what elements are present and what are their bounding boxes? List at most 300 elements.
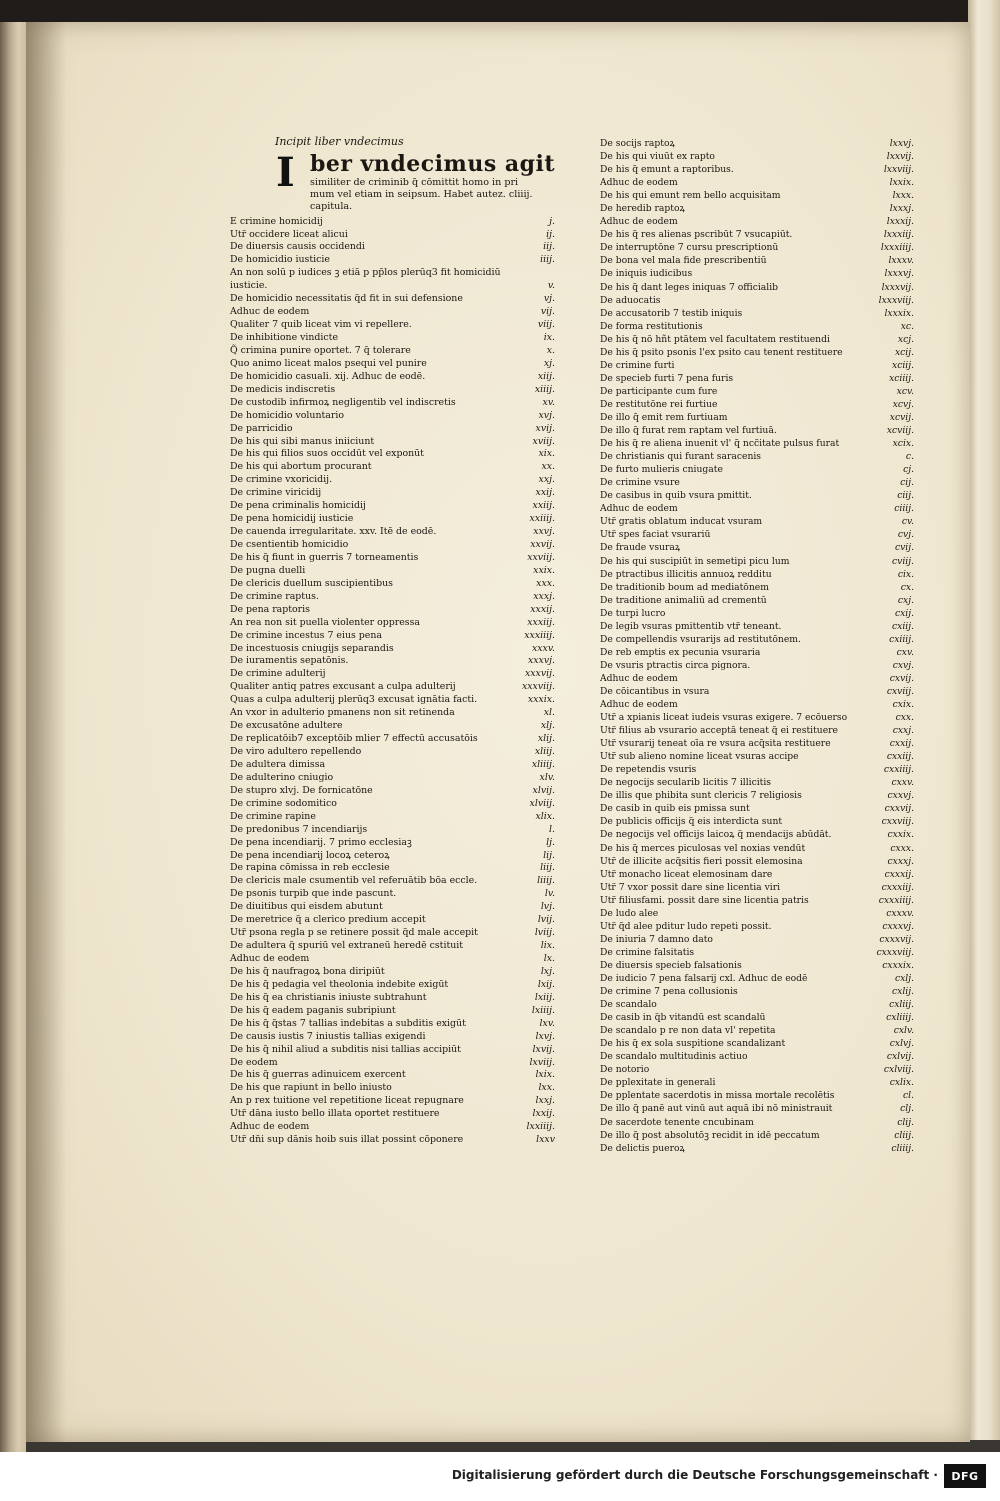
toc-entry bbox=[230, 850, 555, 863]
toc-entry-number: xcv. bbox=[896, 385, 914, 397]
book-edge-left bbox=[0, 22, 26, 1452]
toc-entry-title: De his q̃ ex sola suspitione scandalizant bbox=[600, 1038, 786, 1050]
toc-entry-number: xlviij. bbox=[529, 797, 555, 809]
toc-entry-number: c. bbox=[905, 451, 914, 463]
toc-entry bbox=[230, 371, 555, 384]
toc-entry-title: Utr̃ a xpianis liceat iudeis vsuras exigere. 7 ecōuerso bbox=[600, 712, 848, 724]
toc-entry-number: xlix. bbox=[535, 810, 555, 822]
toc-entry-title: De excusatōne adultere bbox=[230, 720, 343, 732]
toc-entry-number: cxxiiij. bbox=[883, 764, 914, 776]
intro-line-1: similiter de criminib q̃ cōmittit homo in pri bbox=[310, 177, 519, 188]
toc-entry-number: cxxxiiij. bbox=[878, 894, 914, 906]
intro-line-3: capitula. bbox=[310, 201, 353, 213]
toc-entry-title: De iudicio 7 pena falsarij cxl. Adhuc de eodē bbox=[600, 973, 808, 984]
toc-entry bbox=[600, 828, 914, 841]
toc-entry bbox=[230, 759, 555, 772]
toc-entry bbox=[230, 720, 555, 733]
toc-entry-number: lxxxvj. bbox=[884, 268, 914, 280]
toc-entry-number: lxxxij. bbox=[886, 216, 914, 228]
left-column bbox=[230, 135, 555, 1147]
toc-entry-number: xxxvij. bbox=[524, 668, 555, 680]
toc-entry-title: De scandalo bbox=[600, 999, 657, 1011]
toc-entry-title: De vsuris ptractis circa pignora. bbox=[600, 659, 751, 671]
toc-entry-title: De his q̃ nō hñt ptātem vel facultatem restituendi bbox=[600, 333, 830, 345]
toc-entry bbox=[230, 293, 555, 306]
toc-entry-title: De his q̃ emunt a raptoribus. bbox=[600, 164, 734, 176]
toc-entry-title: De adultera q̃ spuriū vel extraneū heredē cstituit bbox=[230, 940, 464, 952]
toc-entry-number: xiij. bbox=[537, 370, 555, 382]
toc-entry-number: cxxxix. bbox=[882, 959, 914, 971]
toc-entry bbox=[230, 1018, 555, 1031]
toc-entry-title: De his q̃ pedagia vel theolonia indebite exigūt bbox=[230, 978, 449, 990]
toc-entry-title: De scandalo p re non data vl' repetita bbox=[600, 1025, 776, 1037]
toc-entry bbox=[230, 410, 555, 423]
toc-entry-title: De homicidio casuali. xij. Adhuc de eodē. bbox=[230, 370, 426, 382]
toc-entry bbox=[600, 476, 914, 489]
toc-entry-number: xvj. bbox=[538, 409, 555, 421]
toc-entry-number: cxlviij. bbox=[883, 1064, 914, 1076]
toc-entry-title: De negocijs vel officijs laicoꝝ q̃ mendacijs abūdāt. bbox=[600, 829, 832, 841]
toc-entry bbox=[600, 633, 914, 646]
toc-entry-number: lxxv bbox=[536, 1134, 555, 1146]
toc-entry bbox=[230, 229, 555, 242]
toc-entry-title: De christianis qui furant saracenis bbox=[600, 451, 762, 463]
toc-entry bbox=[230, 280, 555, 293]
toc-entry bbox=[230, 785, 555, 798]
toc-entry-number: xcj. bbox=[897, 333, 914, 345]
toc-entry bbox=[600, 868, 914, 881]
toc-entry bbox=[230, 1057, 555, 1070]
funding-notice: Digitalisierung gefördert durch die Deutsche Forschungsgemeinschaft · bbox=[451, 1468, 938, 1482]
toc-entry-number: xlv. bbox=[539, 771, 555, 783]
toc-entry-number: xxvj. bbox=[533, 526, 555, 538]
toc-entry bbox=[600, 502, 914, 515]
toc-entry-number: cxlv. bbox=[893, 1025, 914, 1037]
toc-entry-number: xxxv. bbox=[531, 642, 555, 654]
toc-entry bbox=[600, 489, 914, 502]
toc-entry bbox=[230, 552, 555, 565]
toc-entry bbox=[600, 267, 914, 280]
toc-entry-title: De crimine vsure bbox=[600, 477, 680, 489]
toc-entry bbox=[600, 1037, 914, 1050]
toc-entry-number: xxiiij. bbox=[529, 513, 555, 525]
toc-entry-number: cxxxj. bbox=[887, 855, 914, 867]
toc-entry-title: De illo q̃ panē aut vinū aut aquā ibi nō ministrauit bbox=[600, 1103, 833, 1115]
drop-initial: I bbox=[276, 149, 295, 196]
toc-entry-title: De iniuria 7 damno dato bbox=[600, 933, 713, 945]
toc-entry-number: lxxj. bbox=[535, 1095, 555, 1107]
left-table-of-contents bbox=[230, 216, 555, 1148]
toc-entry-number: vj. bbox=[543, 293, 555, 305]
toc-entry-title: De heredib raptoꝝ bbox=[600, 203, 685, 215]
toc-entry-number: vij. bbox=[540, 306, 555, 318]
toc-entry-title: Adhuc de eodem bbox=[600, 699, 678, 711]
toc-entry-number: lviij. bbox=[534, 927, 555, 939]
toc-entry-title: De his qui abortum procurant bbox=[230, 461, 372, 473]
toc-entry-title: An p rex tuitione vel repetitione liceat repugnare bbox=[230, 1095, 464, 1107]
toc-entry bbox=[230, 681, 555, 694]
toc-entry bbox=[230, 875, 555, 888]
toc-entry-title: De his qui suscipiūt in semetipi picu lum bbox=[600, 555, 790, 567]
toc-entry bbox=[600, 215, 914, 228]
toc-entry-title: De pplexitate in generali bbox=[600, 1077, 716, 1089]
toc-entry bbox=[230, 461, 555, 474]
toc-entry bbox=[600, 450, 914, 463]
gutter-shadow bbox=[26, 22, 66, 1442]
toc-entry bbox=[600, 763, 914, 776]
toc-entry bbox=[600, 1102, 914, 1115]
toc-entry-title: De his q̃ eadem paganis subripiunt bbox=[230, 1004, 396, 1016]
toc-entry-number: xviij. bbox=[532, 435, 555, 447]
toc-entry-title: De scandalo multitudinis actiuo bbox=[600, 1051, 748, 1063]
toc-entry bbox=[230, 901, 555, 914]
toc-entry bbox=[230, 707, 555, 720]
toc-entry-title: De cauenda irregularitate. xxv. Itē de eodē. bbox=[230, 526, 437, 538]
toc-entry bbox=[600, 998, 914, 1011]
toc-entry-title: De his q̃ ea christianis iniuste subtrahunt bbox=[230, 991, 427, 1003]
toc-entry bbox=[600, 737, 914, 750]
toc-entry-number: viij. bbox=[537, 319, 555, 331]
toc-entry bbox=[230, 332, 555, 345]
toc-entry-title: De psonis turpib que inde pascunt. bbox=[230, 888, 397, 900]
toc-entry bbox=[230, 474, 555, 487]
right-column bbox=[600, 135, 914, 1155]
toc-entry-title: De forma restitutionis bbox=[600, 320, 703, 332]
toc-entry bbox=[600, 189, 914, 202]
toc-entry-title: Q̃ crimina punire oportet. 7 q̃ tolerare bbox=[230, 344, 411, 356]
toc-entry-title: Qualiter antiq patres excusant a culpa adulterij bbox=[230, 681, 456, 693]
toc-entry-title: Utr̃ 7 vxor possit dare sine licentia viri bbox=[600, 881, 781, 893]
toc-entry bbox=[600, 411, 914, 424]
toc-entry-number: lxix. bbox=[535, 1069, 555, 1081]
toc-entry bbox=[230, 1095, 555, 1108]
toc-entry-title: De his qui sibi manus iniiciunt bbox=[230, 435, 375, 447]
toc-entry bbox=[230, 772, 555, 785]
toc-entry-title: De adulterino cniugio bbox=[230, 771, 334, 783]
toc-entry bbox=[230, 630, 555, 643]
toc-entry bbox=[230, 254, 555, 267]
toc-entry-number: iij. bbox=[543, 241, 555, 253]
toc-entry-title: Utr̃ dn̄i sup dānis hoib suis illat possint cōponere bbox=[230, 1134, 464, 1146]
toc-entry-title: De his q̃ dant leges iniquas 7 officialib bbox=[600, 281, 779, 293]
toc-entry bbox=[230, 578, 555, 591]
toc-entry bbox=[230, 798, 555, 811]
toc-entry bbox=[600, 528, 914, 541]
toc-entry-number: xciiij. bbox=[889, 372, 914, 384]
toc-entry-number: clij. bbox=[897, 1116, 914, 1128]
toc-entry-title: De causis iustis 7 iniustis tallias exigendi bbox=[230, 1030, 426, 1042]
toc-entry-number: lxviij. bbox=[529, 1056, 555, 1068]
footer-bar bbox=[0, 1452, 1000, 1501]
toc-entry bbox=[230, 241, 555, 254]
toc-entry-number: x. bbox=[546, 344, 555, 356]
toc-entry-number: cxxix. bbox=[887, 829, 914, 841]
toc-entry-title: De diuersis specieb falsationis bbox=[600, 959, 742, 971]
toc-entry bbox=[600, 254, 914, 267]
toc-entry-number: xxxiiij. bbox=[524, 629, 555, 641]
toc-entry-number: lv. bbox=[544, 888, 555, 900]
toc-entry bbox=[230, 824, 555, 837]
toc-entry bbox=[600, 920, 914, 933]
toc-entry-title: De traditione animaliū ad crementū bbox=[600, 594, 767, 606]
toc-entry bbox=[600, 424, 914, 437]
toc-entry-number: cxij. bbox=[894, 607, 914, 619]
toc-entry-title: De his qui emunt rem bello acquisitam bbox=[600, 190, 781, 202]
toc-entry-number: xliiij. bbox=[531, 758, 555, 770]
toc-entry bbox=[600, 1076, 914, 1089]
toc-entry-title: Utr̃ de illicite acq̃sitis fieri possit elemosina bbox=[600, 855, 803, 867]
toc-entry-title: De his q̃ naufragoꝝ bona diripiūt bbox=[230, 965, 385, 977]
toc-entry bbox=[600, 398, 914, 411]
toc-entry-title: Adhuc de eodem bbox=[230, 1121, 310, 1133]
toc-entry-title: De eodem bbox=[230, 1056, 278, 1068]
toc-entry bbox=[230, 733, 555, 746]
toc-entry-number: lxiiij. bbox=[531, 1004, 555, 1016]
toc-entry-number: cxxvj. bbox=[887, 790, 914, 802]
toc-entry-title: De crimine falsitatis bbox=[600, 946, 695, 958]
toc-entry bbox=[230, 979, 555, 992]
toc-entry-number: ij. bbox=[546, 228, 555, 240]
toc-entry-title: Qualiter 7 quib liceat vim vi repellere. bbox=[230, 319, 412, 331]
toc-entry-number: cxiij. bbox=[892, 620, 914, 632]
toc-entry-title: De crimine rapine bbox=[230, 810, 316, 822]
toc-entry-title: De rapina cōmissa in reb ecclesie bbox=[230, 862, 390, 874]
toc-entry-title: De pena raptoris bbox=[230, 603, 310, 615]
toc-entry-number: lxxxj. bbox=[889, 203, 914, 215]
toc-entry-number: cxxxv. bbox=[886, 907, 914, 919]
toc-entry-title: De restitutōne rei furtiue bbox=[600, 398, 718, 410]
toc-entry bbox=[600, 228, 914, 241]
toc-entry-number: xc. bbox=[900, 320, 914, 332]
toc-entry bbox=[600, 281, 914, 294]
toc-entry bbox=[230, 655, 555, 668]
toc-entry-title: De specieb furti 7 pena furis bbox=[600, 372, 734, 384]
toc-entry-number: cliij. bbox=[894, 1129, 914, 1141]
toc-entry-title: De socijs raptoꝝ bbox=[600, 138, 675, 149]
toc-entry-number: lxvj. bbox=[535, 1030, 555, 1042]
toc-entry-title: De diuitibus qui eisdem abutunt bbox=[230, 901, 383, 913]
toc-entry-number: liiij. bbox=[537, 875, 555, 887]
toc-entry-title: De participante cum fure bbox=[600, 385, 718, 397]
toc-entry bbox=[230, 992, 555, 1005]
toc-entry-title: Utr̃ psona regla p se retinere possit q̃d male accepit bbox=[230, 927, 478, 939]
toc-entry bbox=[230, 565, 555, 578]
toc-entry bbox=[600, 750, 914, 763]
toc-entry-number: cxx. bbox=[895, 712, 914, 724]
toc-entry bbox=[600, 346, 914, 359]
toc-entry-number: ciiij. bbox=[894, 503, 914, 515]
toc-entry bbox=[600, 359, 914, 372]
toc-entry bbox=[230, 306, 555, 319]
toc-entry-number: lxxij. bbox=[532, 1108, 555, 1120]
toc-entry-number: cxxij. bbox=[889, 738, 914, 750]
toc-entry-title: Utr̃ filius ab vsurario acceptā teneat q̃ ei restituere bbox=[600, 725, 838, 737]
toc-entry-number: xxxij. bbox=[530, 603, 555, 615]
toc-entry-number: cxix. bbox=[892, 699, 914, 711]
toc-entry bbox=[600, 802, 914, 815]
toc-entry-number: cxiiij. bbox=[889, 633, 914, 645]
toc-entry-number: cxlix. bbox=[889, 1077, 914, 1089]
toc-entry bbox=[600, 1089, 914, 1102]
toc-entry bbox=[230, 1069, 555, 1082]
toc-entry bbox=[600, 594, 914, 607]
toc-entry-number: xxj. bbox=[538, 474, 555, 486]
toc-entry bbox=[600, 320, 914, 333]
toc-entry-number: cix. bbox=[897, 568, 914, 580]
toc-entry-number: xlij. bbox=[537, 733, 555, 745]
toc-entry-title: De crimine raptus. bbox=[230, 590, 319, 602]
incipit-line: Incipit liber vndecimus bbox=[275, 135, 404, 148]
toc-entry-title: De illo q̃ furat rem raptam vel furtiuā. bbox=[600, 425, 777, 437]
toc-entry-title: De fraude vsuraꝝ bbox=[600, 542, 681, 554]
scan-background-top bbox=[0, 0, 1000, 22]
toc-entry-number: cxxxvj. bbox=[882, 920, 914, 932]
toc-entry-title: De interruptōne 7 cursu prescriptionū bbox=[600, 242, 779, 254]
toc-entry-title: De aduocatis bbox=[600, 294, 661, 306]
toc-entry-title: Utr̃ gratis oblatum inducat vsuram bbox=[600, 516, 763, 528]
toc-entry-title: An non solū p iudices ꝫ etiā p pp̃los plerūq3 fit homicidiū bbox=[230, 267, 501, 279]
toc-entry bbox=[600, 568, 914, 581]
toc-entry-title: De his q̃ psito psonis l'ex psito cau tenent restituere bbox=[600, 346, 843, 358]
toc-entry-title: De notorio bbox=[600, 1064, 650, 1076]
toc-entry-number: cxxviij. bbox=[881, 816, 914, 828]
toc-entry bbox=[600, 685, 914, 698]
toc-entry-title: De casibus in quib vsura pmittit. bbox=[600, 490, 752, 502]
toc-entry-title: Quas a culpa adulterij plerūq3 excusat ignātia facti. bbox=[230, 694, 478, 706]
toc-entry-title: De ptractibus illicitis annuoꝝ redditu bbox=[600, 568, 772, 580]
book-edge-right bbox=[968, 0, 1000, 1440]
toc-entry bbox=[600, 541, 914, 554]
toc-entry-title: De clericis duellum suscipientibus bbox=[230, 577, 393, 589]
toc-entry-number: xv. bbox=[542, 396, 555, 408]
toc-entry-title: De replicatōib7 exceptōib mlier 7 effectū accusatōis bbox=[230, 733, 478, 745]
toc-entry-title: De crimine 7 pena collusionis bbox=[600, 986, 738, 998]
toc-entry-title: De casib in q̃b vitandū est scandalū bbox=[600, 1012, 766, 1024]
toc-entry bbox=[600, 1063, 914, 1076]
toc-entry-number: lxxxvij. bbox=[881, 281, 914, 293]
toc-entry-number: cxxj. bbox=[892, 725, 914, 737]
toc-entry-number: ciij. bbox=[897, 490, 914, 502]
toc-entry-number: xxviij. bbox=[527, 551, 555, 563]
toc-entry-number: xj. bbox=[543, 357, 555, 369]
toc-entry-title: De viro adultero repellendo bbox=[230, 746, 362, 758]
toc-entry-title: Utr̃ monacho liceat elemosinam dare bbox=[600, 868, 773, 880]
toc-entry-title: De his q̃ q̃stas 7 tallias indebitas a subditis exigūt bbox=[230, 1017, 466, 1029]
toc-entry bbox=[230, 604, 555, 617]
toc-entry-number: cxxiij. bbox=[886, 751, 914, 763]
toc-entry-number: cij. bbox=[900, 477, 914, 489]
toc-entry bbox=[230, 267, 555, 280]
toc-entry-number: xcviij. bbox=[886, 425, 914, 437]
toc-entry bbox=[600, 724, 914, 737]
toc-entry-number: lxj. bbox=[540, 965, 555, 977]
toc-entry-number: cxliiij. bbox=[886, 1012, 914, 1024]
toc-entry bbox=[600, 894, 914, 907]
toc-entry-number: xcix. bbox=[892, 438, 914, 450]
toc-entry bbox=[230, 1082, 555, 1095]
toc-entry bbox=[600, 907, 914, 920]
toc-entry-title: De inhibitione vindicte bbox=[230, 332, 338, 344]
toc-entry bbox=[230, 345, 555, 358]
toc-entry-title: De pena incendiarij. 7 primo ecclesiaꝫ bbox=[230, 836, 412, 848]
toc-entry-number: lxxvj. bbox=[889, 138, 914, 149]
toc-entry bbox=[600, 959, 914, 972]
toc-entry bbox=[230, 526, 555, 539]
toc-entry-number: xvij. bbox=[535, 422, 555, 434]
toc-entry-title: De pena homicidij iusticie bbox=[230, 513, 354, 525]
toc-entry bbox=[600, 855, 914, 868]
toc-entry bbox=[230, 668, 555, 681]
toc-entry bbox=[600, 1024, 914, 1037]
toc-entry bbox=[230, 319, 555, 332]
toc-entry-number: lxxx. bbox=[892, 190, 914, 202]
toc-entry-number: cxxvij. bbox=[884, 803, 914, 815]
toc-entry-title: De furto mulieris cniugate bbox=[600, 464, 723, 476]
toc-entry-number: cliiij. bbox=[891, 1142, 914, 1154]
toc-entry bbox=[600, 581, 914, 594]
toc-entry-title: De adultera dimissa bbox=[230, 758, 326, 770]
toc-entry bbox=[230, 513, 555, 526]
toc-entry bbox=[230, 694, 555, 707]
toc-entry-number: lxxix. bbox=[889, 177, 914, 189]
toc-entry-number: ix. bbox=[543, 332, 555, 344]
toc-entry-number: clj. bbox=[900, 1103, 914, 1115]
toc-entry bbox=[600, 372, 914, 385]
toc-entry bbox=[600, 1011, 914, 1024]
toc-entry-title: De iuramentis sepatōnis. bbox=[230, 655, 349, 667]
toc-entry-number: xxix. bbox=[533, 564, 555, 576]
toc-entry-title: De delictis pueroꝝ bbox=[600, 1142, 685, 1154]
toc-entry-title: De compellendis vsurarijs ad restitutōnem. bbox=[600, 633, 801, 645]
toc-entry-title: De his q̃ res alienas pscribūt 7 vsucapiūt. bbox=[600, 229, 793, 241]
toc-entry bbox=[600, 385, 914, 398]
toc-entry-number: cxliij. bbox=[889, 999, 914, 1011]
toc-entry bbox=[230, 539, 555, 552]
toc-entry bbox=[600, 946, 914, 959]
toc-entry-number: lvj. bbox=[540, 901, 555, 913]
toc-entry-number: xiiij. bbox=[534, 383, 555, 395]
toc-entry-title: De his qui filios suos occidūt vel exponūt bbox=[230, 448, 424, 460]
toc-entry-title: E crimine homicidij bbox=[230, 215, 323, 227]
toc-entry-number: lxxviij. bbox=[883, 164, 914, 176]
toc-entry-title: De medicis indiscretis bbox=[230, 383, 336, 395]
toc-entry-number: lxxxv. bbox=[888, 255, 914, 267]
toc-entry-number: iiij. bbox=[540, 254, 555, 266]
toc-entry-title: De publicis officijs q̃ eis interdicta sunt bbox=[600, 816, 783, 828]
toc-entry-title: De parricidio bbox=[230, 422, 293, 434]
toc-entry-title: De negocijs secularib licitis 7 illicitis bbox=[600, 777, 771, 789]
toc-entry-number: xxxviij. bbox=[521, 681, 555, 693]
toc-entry-title: De stupro xlvj. De fornicatōne bbox=[230, 784, 373, 796]
toc-entry bbox=[230, 746, 555, 759]
toc-entry-number: lxv. bbox=[539, 1017, 555, 1029]
toc-entry bbox=[230, 591, 555, 604]
toc-entry bbox=[230, 862, 555, 875]
toc-entry bbox=[600, 463, 914, 476]
toc-entry-title: Utr̃ dāna iusto bello illata oportet restituere bbox=[230, 1108, 440, 1120]
toc-entry-number: lix. bbox=[540, 940, 555, 952]
toc-entry bbox=[230, 953, 555, 966]
toc-entry-number: cxj. bbox=[897, 594, 914, 606]
toc-entry bbox=[230, 643, 555, 656]
toc-entry-title: De crimine viricidij bbox=[230, 487, 322, 499]
toc-entry-number: cxxxij. bbox=[884, 868, 914, 880]
toc-entry bbox=[230, 397, 555, 410]
headline: ber vndecimus agit bbox=[310, 151, 556, 177]
toc-entry-number: xlj. bbox=[540, 720, 555, 732]
toc-entry-title: De homicidio voluntario bbox=[230, 409, 344, 421]
toc-entry-number: cxxxviij. bbox=[876, 946, 914, 958]
